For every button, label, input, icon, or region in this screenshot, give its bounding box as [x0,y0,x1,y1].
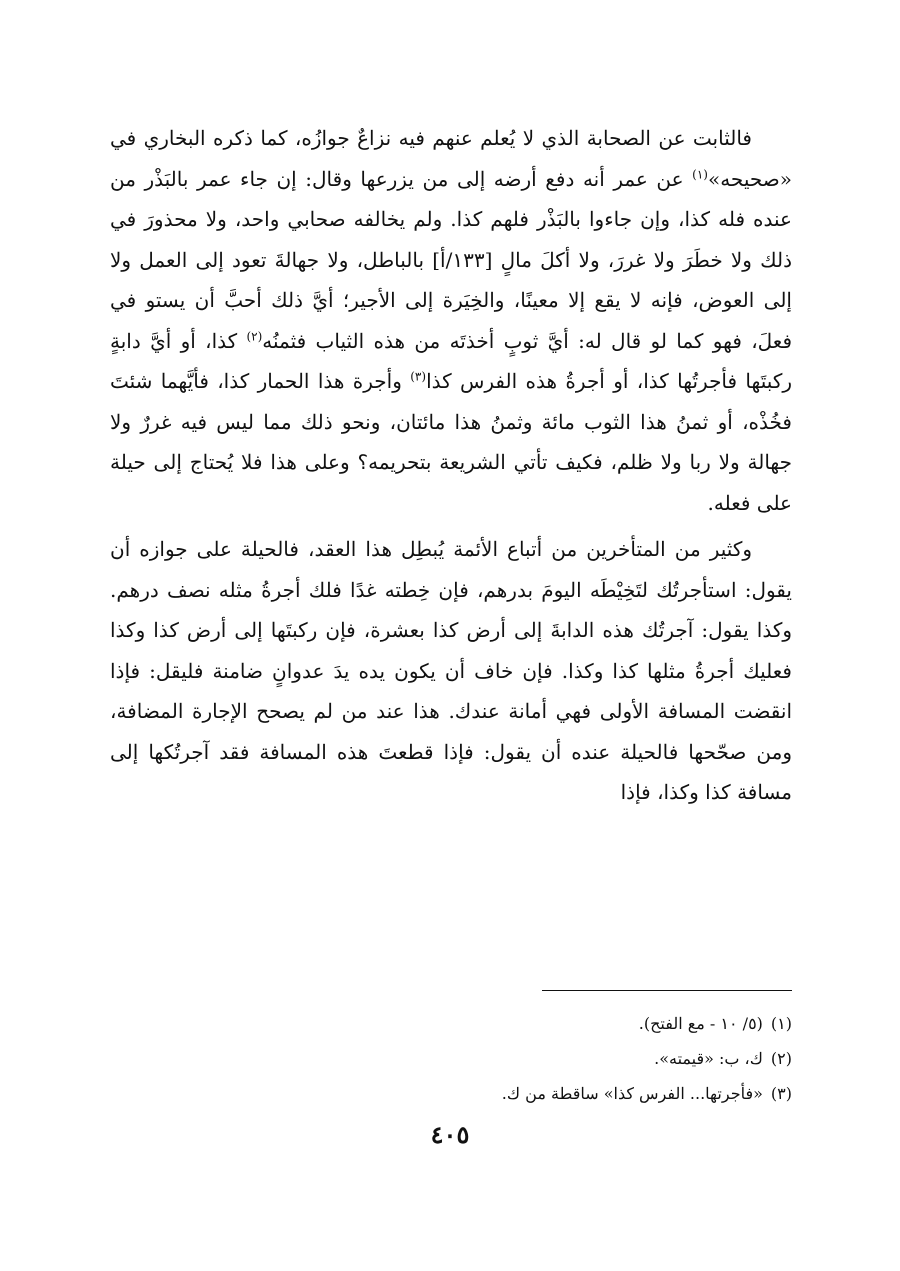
footnote-3 [110,1076,792,1111]
paragraph-1-part-a: فالثابت عن الصحابة الذي لا يُعلم عنهم فيه نزاعٌ جوازُه، كما ذكره البخاري في «صحيحه» [110,126,792,191]
footnote-marker-1: (١) [692,166,708,181]
footnote-text: (٥/ ١٠ - مع الفتح). [638,1014,763,1033]
main-text [110,118,792,813]
paragraph-1-part-d: كذا، أو أيَّ دابةٍ ركبتَها فأجرتُها كذا، أو أجرةُ هذه الفرس كذا [110,328,792,393]
manuscript-folio-reference: [١٣٣/أ] [432,247,493,272]
footnotes [110,1006,792,1111]
footnote-text: «فأجرتها... الفرس كذا» ساقطة من ك. [501,1084,763,1103]
paragraph-2: وكثير من المتأخرين من أتباع الأئمة يُبطِل هذا العقد، فالحيلة على جوازه أن يقول: استأجرتُك لتَخِيْطَه اليومَ بدرهم، فإن خِطته غدًا فلك أجرةُ مثله نصف درهم. وكذا يقول: آجرتُك هذه الدابةَ إلى أرض كذا بعشرة، فإن ركبتَها إلى أرض كذا وكذا فعليك أجرةُ مثلها كذا وكذا. فإن خاف أن يكون يده يدَ عدوانٍ ضامنة فليقل: فإذا انقضت المسافة الأولى فهي أمانة عندك. هذا عند من لم يصحح الإجارة المضافة، ومن صحّحها فالحيلة عنده أن يقول: فإذا قطعتَ هذه المسافة فقد آجرتُكها إلى مسافة كذا وكذا، فإذا [110,537,792,804]
page-number: ٤٠٥ [430,1120,470,1149]
paragraph-1-part-b: عن عمر أنه دفع أرضه إلى من يزرعها وقال: إن جاء عمر بالبَذْر من عنده فله كذا، وإن جاءوا بالبَذْر فلهم كذا. ولم يخالفه صحابي واحد، ولا محذورَ في ذلك ولا خطَرَ ولا غررَ، ولا أكلَ مالٍ [110,166,792,272]
paragraph-1-part-c: بالباطل، ولا جهالةَ تعود إلى العمل ولا إلى العوض، فإنه لا يقع إلا معينًا، والخِيَرة إلى الأجير؛ أيَّ ذلك أحبَّ أن يستو في فعلَ، فهو كما لو قال له: أيَّ ثوبٍ أخذتَه من هذه الثياب فثمنُه [110,247,792,353]
footnote-separator [542,990,792,991]
footnote-2 [110,1041,792,1076]
footnote-text: ك، ب: «قيمته». [654,1049,763,1068]
footnote-marker-3: (٣) [410,369,427,384]
footnote-number: (٢) [770,1049,792,1068]
footnote-number: (٣) [770,1084,792,1103]
footnote-1 [110,1006,792,1041]
paragraph-1-part-e: وأجرة هذا الحمار كذا، فأيَّهما شئتَ فخُذْه، أو ثمنُ هذا الثوب مائة وثمنُ هذا مائتان، ونحو ذلك مما ليس فيه غررٌ ولا جهالة ولا ربا ولا ظلم، فكيف تأتي الشريعة بتحريمه؟ وعلى هذا فلا يُحتاج إلى حيلة على فعله. [110,369,792,515]
footnote-number: (١) [770,1014,792,1033]
paragraph-1 [110,118,792,523]
footnote-marker-2: (٢) [246,328,263,343]
